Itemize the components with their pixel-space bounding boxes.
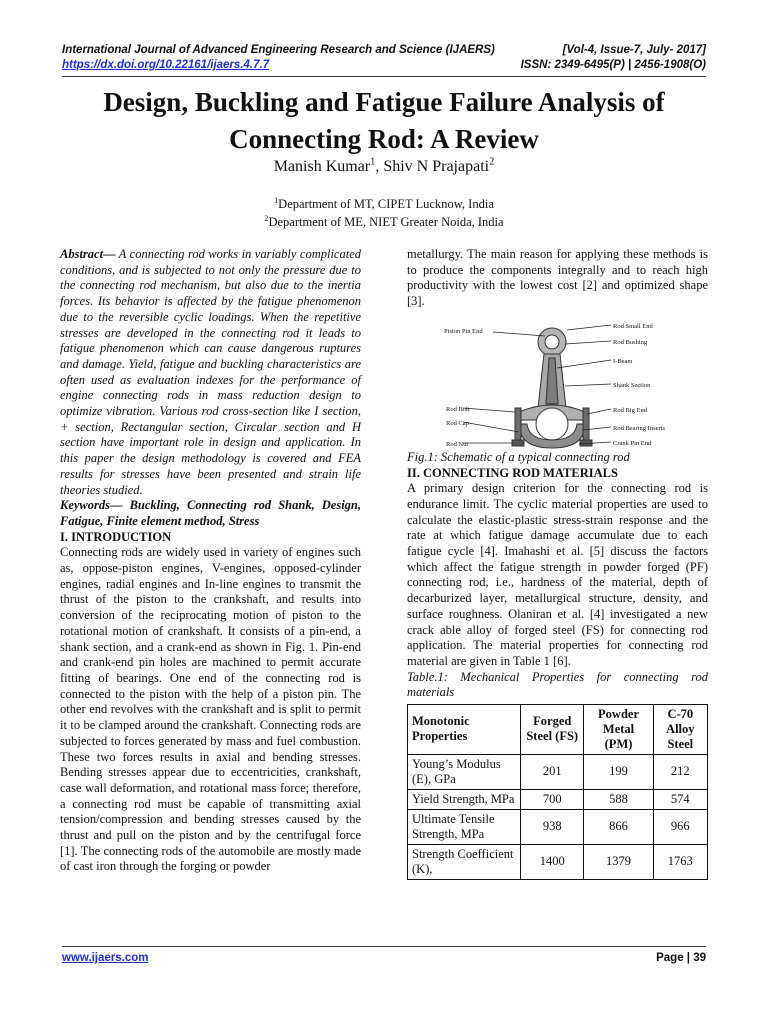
header-c70: C-70 Alloy Steel	[653, 704, 707, 754]
intro-heading: I. INTRODUCTION	[60, 529, 172, 544]
leader-big-end	[587, 409, 611, 414]
leader-piston-pin	[493, 332, 545, 336]
header-monotonic: Monotonic Properties	[408, 704, 521, 754]
label-piston-pin-end: Piston Pin End	[444, 327, 483, 335]
right-column	[407, 247, 708, 880]
affiliation-2-mark: 2	[264, 213, 269, 223]
row-label: Ultimate Tensile Strength, MPa	[408, 809, 521, 844]
bolt-right	[583, 408, 589, 442]
table-row	[408, 809, 708, 844]
affiliation-2	[40, 215, 728, 230]
header-powder-metal: Powder Metal (PM)	[584, 704, 653, 754]
label-rod-cap: Rod Cap	[446, 419, 469, 427]
label-rod-bearing-inserts: Rod Bearing Inserts	[613, 424, 665, 432]
row-label: Strength Coefficient (K),	[408, 844, 521, 879]
title-line-2: Connecting Rod: A Review	[229, 124, 539, 154]
journal-name: International Journal of Advanced Engineering Research and Science (IJAERS)	[62, 44, 495, 56]
materials-heading: II. CONNECTING ROD MATERIALS	[407, 465, 618, 480]
leader-bushing	[565, 341, 611, 344]
table-row	[408, 844, 708, 879]
bolt-left	[515, 408, 521, 442]
properties-table	[407, 704, 708, 880]
leader-small-end	[567, 325, 611, 330]
author-1: Manish Kumar	[273, 158, 371, 175]
cell-fs: 700	[521, 789, 584, 809]
cell-c70: 574	[653, 789, 707, 809]
table-header-row	[408, 704, 708, 754]
authors	[40, 158, 728, 176]
title-line-1: Design, Buckling and Fatigue Failure Analysis of	[103, 87, 665, 117]
cell-pm: 199	[584, 754, 653, 789]
cell-pm: 866	[584, 809, 653, 844]
figure-caption: Fig.1: Schematic of a typical connecting rod	[407, 449, 630, 464]
label-crank-pin-end: Crank Pin End	[613, 439, 652, 447]
leader-shank	[565, 384, 611, 386]
row-label: Young’s Modulus (E), GPa	[408, 754, 521, 789]
page-number: Page | 39	[656, 952, 706, 964]
header-forged-steel: Forged Steel (FS)	[521, 704, 584, 754]
header-divider	[62, 76, 706, 77]
affiliation-1-text: Department of MT, CIPET Lucknow, India	[278, 197, 494, 211]
leader-ibeam	[557, 360, 611, 368]
author-2: Shiv N Prajapati	[383, 158, 490, 175]
connecting-rod-figure	[407, 320, 708, 450]
label-rod-bushing: Rod Bushing	[613, 338, 648, 346]
footer-divider	[62, 946, 706, 947]
cell-c70: 966	[653, 809, 707, 844]
cell-fs: 1400	[521, 844, 584, 879]
issn-info: ISSN: 2349-6495(P) | 2456-1908(O)	[520, 59, 706, 71]
small-end-hole	[545, 335, 559, 349]
site-link[interactable]: www.ijaers.com	[62, 952, 149, 964]
author-separator: ,	[375, 158, 384, 175]
label-rod-big-end: Rod Big End	[613, 406, 647, 414]
cell-c70: 1763	[653, 844, 707, 879]
label-rod-nut: Rod Nut	[446, 440, 469, 448]
doi-link[interactable]: https://dx.doi.org/10.22161/ijaers.4.7.7	[62, 59, 270, 71]
nut-left	[512, 440, 524, 446]
cell-fs: 938	[521, 809, 584, 844]
label-rod-small-end: Rod Small End	[613, 322, 653, 330]
big-end-hole	[536, 408, 568, 440]
table-row	[408, 789, 708, 809]
affiliation-1-mark: 1	[274, 195, 279, 205]
leader-bolt	[463, 408, 515, 412]
connecting-rod-drawing	[512, 328, 592, 448]
cell-c70: 212	[653, 754, 707, 789]
materials-text: A primary design criterion for the connecting rod is endurance limit. The cyclic material properties are used to calculate the elastic-plastic stress-strain response and the rate at which fatigue damage accumulate due to each fatigue cycle [4]. Imahashi et al. [5] discuss the factors which affect the fatigue strength in powder forged (PF) connecting rod, i.e., hardness of the material, depth of decarburized layer, metallurgical structure, density, and surface roughness. Olaniran et al. [4] investigated a new crack able alloy of forged steel (FS) for connecting rod application. The material properties for connecting rod material are given in Table 1 [6].	[407, 481, 708, 668]
abstract-label: Abstract—	[60, 247, 116, 261]
table-caption: Table.1: Mechanical Properties for connecting rod materials	[407, 669, 708, 699]
intro-text: Connecting rods are widely used in variety of engines such as, oppose-piston engines, V-engines, opposed-cylinder engines, radial engines and In-line engines to transmit the thrust of the piston to the crankshaft, and results into conversion of the reciprocating motion of piston to the rotational motion of crankshaft. It consists of a pin-end, a shank section, and a crank-end as shown in Fig. 1. Pin-end and crank-end pin holes are machined to permit accurate fitting of bearings. One end of the connecting rod is connected to the piston with the help of a piston pin. The other end revolves with the crankshaft and is split to permit it to be clamped around the crankshaft. Connecting rods are subjected to forces generated by mass and fuel combustion. These two forces results in axial and bending stresses. Bending stresses appear due to eccentricities, crankshaft, case wall deformation, and rotational mass force; therefore, a connecting rod must be capable of transmitting axial tension/compression and bending stresses caused by the thrust and pull on the piston and by the centrifugal force [1]. The connecting rods of the automobile are mostly made of cast iron through the forging or powder	[60, 545, 361, 874]
author-1-mark: 1	[370, 156, 376, 168]
paper-title	[40, 84, 728, 158]
affiliation-2-text: Department of ME, NIET Greater Noida, India	[268, 215, 504, 229]
abstract-text: A connecting rod works in variably complicated conditions, and is subjected to not only the pressure due to the connecting rod mechanism, but also due to the inertia forces. Its behavior is affected by the fatigue phenomenon due to the reversible cyclic loadings. When the repetitive stresses are developed in the connecting rod it leads to fatigue phenomenon which can cause dangerous ruptures and damage. Yield, fatigue and buckling characteristics are often used as evaluation indexes for the performance of engine connecting rods in mass reduction design to optimize vibration. Various rod cross-section like I section, + section, Rectangular section, Circular section and H section have important role in design and application. In this paper the design methodology is covered and FEA results for stresses have been presented and strain life theories studied.	[60, 247, 361, 497]
keywords: Keywords— Buckling, Connecting rod Shank, Design, Fatigue, Finite element method, Stress	[60, 498, 361, 528]
volume-info: [Vol-4, Issue-7, July- 2017]	[562, 44, 706, 56]
leader-cap	[463, 422, 519, 432]
label-i-beam: I-Beam	[613, 357, 633, 365]
table-row	[408, 754, 708, 789]
cell-fs: 201	[521, 754, 584, 789]
row-label: Yield Strength, MPa	[408, 789, 521, 809]
label-rod-bolt: Rod Bolt	[446, 405, 470, 413]
author-2-mark: 2	[489, 156, 495, 168]
right-continuation: metallurgy. The main reason for applying these methods is to produce the components integrally and to reach high productivity with the lowest cost [2] and optimized shape [3].	[407, 247, 708, 309]
abstract	[60, 247, 361, 498]
cell-pm: 588	[584, 789, 653, 809]
label-shank-section: Shank Section	[613, 381, 651, 389]
affiliation-1	[40, 197, 728, 212]
cell-pm: 1379	[584, 844, 653, 879]
left-column	[60, 247, 361, 875]
